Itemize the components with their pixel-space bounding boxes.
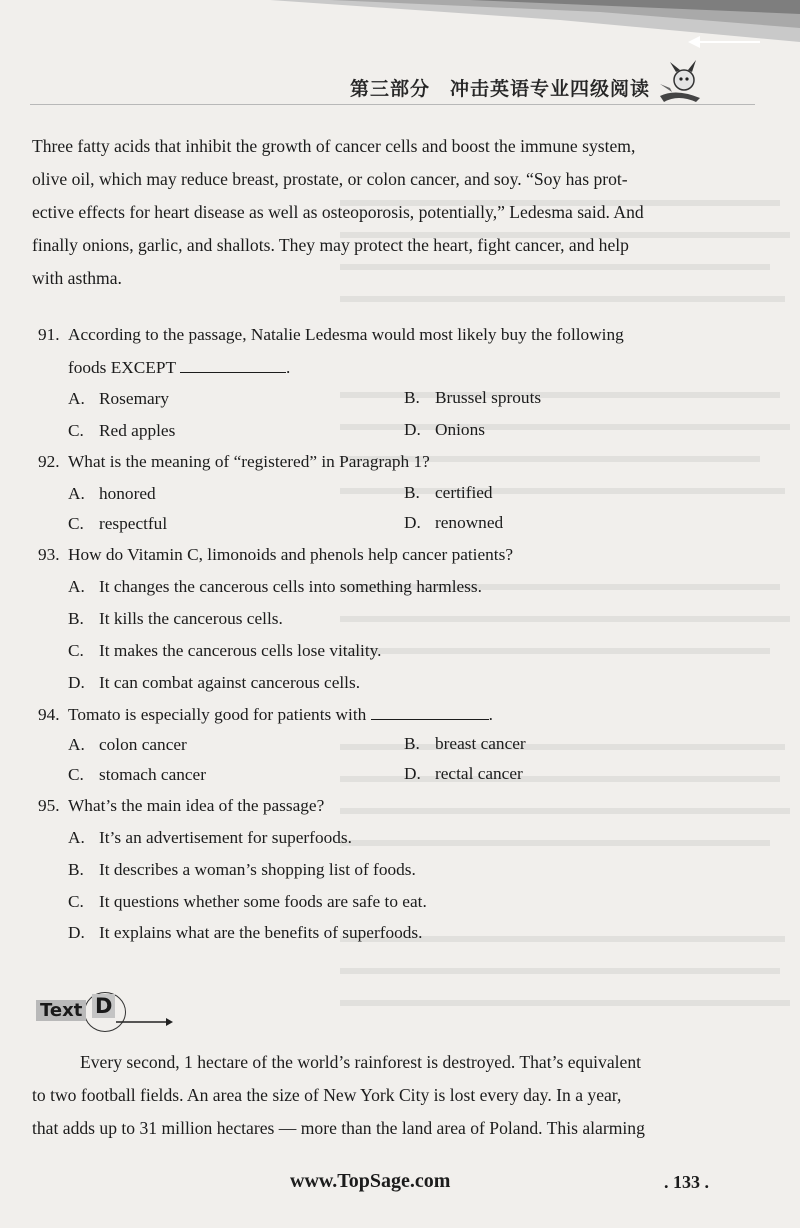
answer-blank — [371, 704, 489, 720]
question-text: foods EXCEPT — [68, 358, 176, 377]
option-letter: D. — [404, 420, 421, 439]
passage-line: Three fatty acids that inhibit the growth of cancer cells and boost the immune system, — [32, 136, 636, 156]
answer-blank — [180, 357, 286, 373]
option-letter: D. — [68, 923, 85, 942]
option-b — [404, 483, 493, 503]
option-text: It can combat against cancerous cells. — [99, 673, 361, 692]
option-a — [68, 735, 187, 755]
text-d-letter: D — [92, 994, 115, 1018]
option-text: Onions — [435, 420, 485, 439]
option-d — [404, 513, 503, 533]
question-number: 93. — [38, 545, 60, 564]
option-letter: A. — [68, 735, 85, 754]
option-letter: D. — [404, 764, 421, 783]
bleed-through-texture — [330, 180, 800, 1080]
question-stem — [38, 796, 718, 816]
option-text: Rosemary — [99, 389, 170, 408]
header-rule — [30, 104, 755, 105]
question-stem — [38, 704, 718, 725]
passage-line: to two football fields. An area the size of New York City is lost every day. In a year, — [32, 1085, 622, 1105]
question-stem — [38, 452, 718, 472]
option-text: rectal cancer — [435, 764, 523, 783]
option-letter: B. — [404, 734, 420, 753]
text-d-heading — [34, 992, 174, 1036]
option-b — [68, 609, 283, 629]
option-a — [68, 389, 169, 409]
option-text: It makes the cancerous cells lose vitality. — [99, 641, 382, 660]
option-letter: C. — [68, 892, 84, 911]
passage-line: olive oil, which may reduce breast, prostate, or colon cancer, and soy. “Soy has prot- — [32, 169, 628, 189]
question-text: What’s the main idea of the passage? — [68, 796, 325, 815]
option-text: stomach cancer — [99, 765, 206, 784]
question-stem — [38, 545, 718, 565]
option-b — [404, 388, 541, 408]
option-text: It changes the cancerous cells into something harmless. — [99, 577, 482, 596]
question-punct: . — [488, 705, 493, 724]
option-text: It questions whether some foods are safe to eat. — [99, 892, 427, 911]
option-d — [404, 764, 523, 784]
passage-line: ective effects for heart disease as well as osteoporosis, potentially,” Ledesma said. And — [32, 202, 644, 222]
option-text: certified — [435, 483, 493, 502]
option-text: Red apples — [99, 421, 176, 440]
question-number: 95. — [38, 796, 60, 815]
question-number: 91. — [38, 325, 60, 344]
option-letter: B. — [68, 860, 84, 879]
option-c — [68, 514, 167, 534]
question-number: 94. — [38, 705, 60, 724]
page-number: . 133 . — [664, 1172, 709, 1192]
option-letter: D. — [404, 513, 421, 532]
option-a — [68, 828, 352, 848]
option-text: It explains what are the benefits of superfoods. — [99, 923, 423, 942]
option-letter: B. — [404, 483, 420, 502]
option-b — [68, 860, 416, 880]
passage-line: with asthma. — [32, 268, 122, 288]
option-text: respectful — [99, 514, 168, 533]
option-d — [68, 673, 360, 693]
option-text: breast cancer — [435, 734, 526, 753]
option-c — [68, 892, 427, 912]
option-c — [68, 641, 381, 661]
option-text: colon cancer — [99, 735, 187, 754]
option-text: honored — [99, 484, 156, 503]
option-letter: D. — [68, 673, 85, 692]
option-text: It’s an advertisement for superfoods. — [99, 828, 352, 847]
option-letter: B. — [404, 388, 420, 407]
question-text: How do Vitamin C, limonoids and phenols help cancer patients? — [68, 545, 513, 564]
question-text: What is the meaning of “registered” in Paragraph 1? — [68, 452, 430, 471]
option-letter: C. — [68, 514, 84, 533]
option-a — [68, 484, 156, 504]
option-letter: C. — [68, 765, 84, 784]
option-letter: C. — [68, 641, 84, 660]
question-punct: . — [286, 358, 291, 377]
option-letter: B. — [68, 609, 84, 628]
passage-line: Every second, 1 hectare of the world’s rainforest is destroyed. That’s equivalent — [80, 1052, 642, 1072]
passage-line: finally onions, garlic, and shallots. They may protect the heart, fight cancer, and help — [32, 235, 629, 255]
option-text: It describes a woman’s shopping list of foods. — [99, 860, 416, 879]
text-d-label: Text — [36, 1000, 86, 1021]
option-letter: A. — [68, 389, 85, 408]
option-d — [404, 420, 485, 440]
passage-line: that adds up to 31 million hectares — more than the land area of Poland. This alarming — [32, 1118, 645, 1138]
option-text: It kills the cancerous cells. — [99, 609, 283, 628]
question-number: 92. — [38, 452, 60, 471]
option-a — [68, 577, 482, 597]
footer-url: www.TopSage.com — [290, 1170, 451, 1192]
question-stem — [38, 325, 718, 345]
question-text: According to the passage, Natalie Ledesma would most likely buy the following — [68, 325, 624, 344]
option-text: renowned — [435, 513, 504, 532]
section-title: 第三部分 冲击英语专业四级阅读 — [349, 78, 650, 100]
option-c — [68, 765, 206, 785]
option-letter: A. — [68, 577, 85, 596]
book-mascot-icon — [656, 58, 706, 104]
option-letter: A. — [68, 828, 85, 847]
option-c — [68, 421, 175, 441]
option-letter: C. — [68, 421, 84, 440]
option-b — [404, 734, 526, 754]
question-text: Tomato is especially good for patients with — [68, 705, 367, 724]
option-d — [68, 923, 422, 943]
option-letter: A. — [68, 484, 85, 503]
arrow-right-icon — [114, 1014, 174, 1030]
option-text: Brussel sprouts — [435, 388, 542, 407]
